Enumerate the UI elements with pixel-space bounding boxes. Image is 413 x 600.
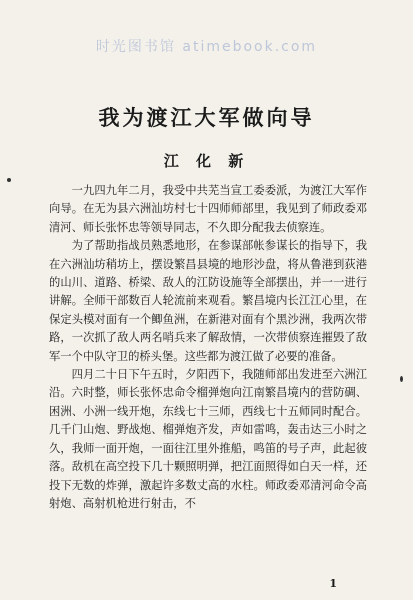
page-number: 1: [329, 577, 337, 590]
paragraph: 四月二十日下午五时，夕阳西下，我随师部出发进至六洲江沿。六时整，师长张怀忠命令榴弹炮向江南繁昌境内的营防碉、困洲、小洲一线开炮，东线七十三师，西线七十五师同时配合。几千门山炮、野战炮、榴弹炮齐发，声如雷鸣，轰击达三小时之久，我师一面开炮，一面往江里外推船，鸣笛的号子声，此起彼落。敌机在高空投下几十颗照明弹，把江面照得如白天一样，还投下无数的炸弹，激起许多数丈高的水柱。师政委邓清河命令高射炮、高射机枪进行射击，不: [49, 368, 367, 510]
author-name: 江 化 新: [163, 152, 250, 170]
paragraph: 为了帮助指战员熟悉地形，在参谋部帐参谋长的指导下，我在六洲汕坊稍坊上，摆设繁昌县境的地形沙盘，将从鲁港到荻港的山川、道路、桥梁、敌人的江防设施等全部摆出，并一一进行讲解。全师干部数百人轮流前来观看。繁昌境内长江江心里，在保定头模对面有一个鲫鱼洲，在新港对面有个黑沙洲，我两次带路，一次抓了敌人两名哨兵来了解敌情，一次带侦察连摧毁了敌军一个中队守卫的桥头堡。这些都为渡江做了必要的准备。: [49, 239, 367, 363]
watermark: 时光图书馆 atimebook.com: [95, 39, 318, 55]
paragraph: 一九四九年二月，我受中共芜当宣工委委派，为渡江大军作向导。在无为县六洲汕坊村七十四师师部里，我见到了师政委邓清河、师长张怀忠等领导同志，不久即分配我去侦察连。: [49, 184, 367, 234]
article-body: [49, 182, 367, 513]
scan-speck: [7, 178, 11, 182]
page-title: 我为渡江大军做向导: [98, 105, 315, 130]
scan-speck: [400, 376, 403, 382]
